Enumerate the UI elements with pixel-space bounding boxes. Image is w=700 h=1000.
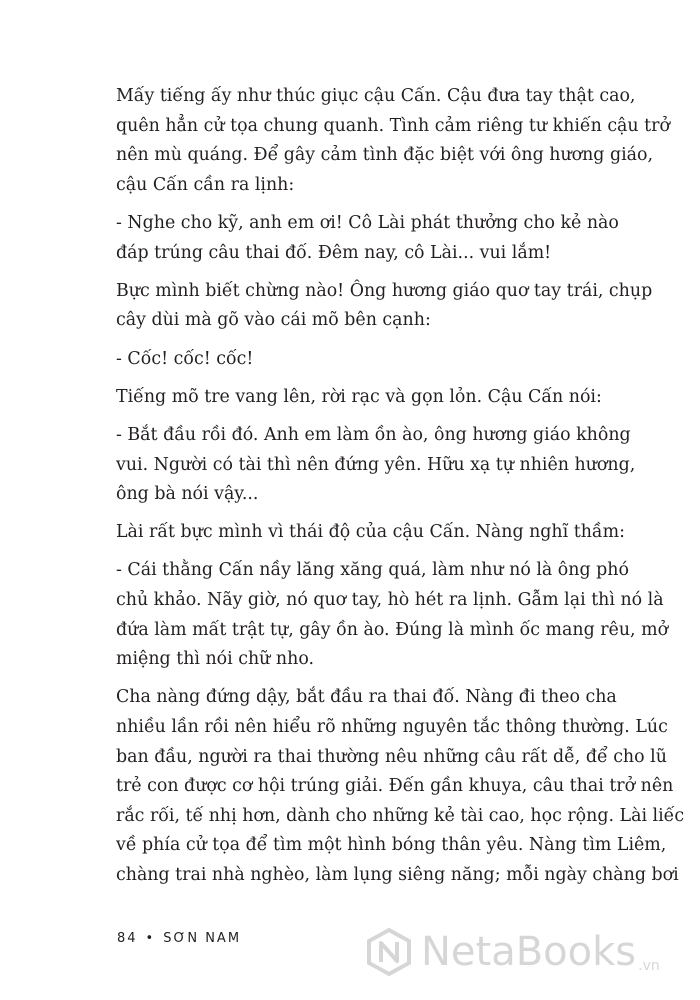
paragraph xyxy=(116,209,619,268)
text-line: đáp trúng câu thai đố. Đêm nay, cô Lài... vui lắm! xyxy=(116,242,552,263)
watermark-brand: NetaBooks xyxy=(421,929,637,975)
text-line: Mấy tiếng ấy như thúc giục cậu Cấn. Cậu đưa tay thật cao, xyxy=(116,86,636,106)
paragraph xyxy=(116,345,616,375)
watermark-suffix: .vn xyxy=(638,958,660,974)
paragraph xyxy=(116,383,616,413)
text-line: cậu Cấn cần ra lịnh: xyxy=(116,174,295,195)
text-line: vui. Người có tài thì nên đứng yên. Hữu xạ tự nhiên hương, xyxy=(116,454,636,475)
text-line: chàng trai nhà nghèo, làm lụng siêng năng; mỗi ngày chàng bơi xyxy=(116,865,679,885)
text-line: - Nghe cho kỹ, anh em ơi! Cô Lài phát thưởng cho kẻ nào xyxy=(116,212,619,233)
text-line: - Cốc! cốc! cốc! xyxy=(116,348,254,369)
author-name: SƠN NAM xyxy=(163,931,242,946)
text-line: Cha nàng đứng dậy, bắt đầu ra thai đố. Nàng đi theo cha xyxy=(116,687,617,708)
paragraph xyxy=(116,82,670,200)
text-line: về phía cử tọa để tìm một hình bóng thân yêu. Nàng tìm Liêm, xyxy=(116,835,667,856)
page-number: 84 xyxy=(117,931,138,946)
text-line: quên hẳn cử tọa chung quanh. Tình cảm riêng tư khiến cậu trở xyxy=(116,115,670,136)
text-line: Lài rất bực mình vì thái độ của cậu Cấn. Nàng nghĩ thầm: xyxy=(116,522,625,543)
footer-separator: • xyxy=(145,931,156,946)
body-text xyxy=(116,82,685,899)
text-line: - Bắt đầu rồi đó. Anh em làm ồn ào, ông hương giáo không xyxy=(116,424,631,445)
text-line: - Cái thằng Cấn nầy lăng xăng quá, làm như nó là ông phó xyxy=(116,560,629,581)
paragraph xyxy=(116,277,653,336)
text-line: Bực mình biết chừng nào! Ông hương giáo quơ tay trái, chụp xyxy=(116,280,653,301)
text-line: trẻ con được cơ hội trúng giải. Đến gần khuya, câu thai trở nên xyxy=(116,776,674,797)
text-line: ông bà nói vậy... xyxy=(116,484,259,505)
text-line: nên mù quáng. Để gây cảm tình đặc biệt với ông hương giáo, xyxy=(116,145,654,166)
text-line: cây dùi mà gõ vào cái mõ bên cạnh: xyxy=(116,310,431,331)
text-line: miệng thì nói chữ nho. xyxy=(116,649,315,670)
paragraph xyxy=(116,556,669,674)
paragraph xyxy=(116,518,625,548)
watermark xyxy=(365,922,660,982)
text-line: nhiều lần rồi nên hiểu rõ những nguyên tắc thông thường. Lúc xyxy=(116,717,668,738)
text-line: Tiếng mõ tre vang lên, rời rạc và gọn lỏn. Cậu Cấn nói: xyxy=(116,386,602,407)
page-footer xyxy=(117,931,241,946)
netabooks-logo-icon xyxy=(365,928,413,976)
text-line: đứa làm mất trật tự, gây ồn ào. Đúng là mình ốc mang rêu, mở xyxy=(116,619,669,640)
paragraph xyxy=(116,421,636,510)
text-line: chủ khảo. Nãy giờ, nó quơ tay, hò hét ra lịnh. Gẫm lại thì nó là xyxy=(116,590,664,611)
text-line: rắc rối, tế nhị hơn, dành cho những kẻ tài cao, học rộng. Lài liếc xyxy=(116,805,685,826)
paragraph xyxy=(116,683,685,890)
text-line: ban đầu, người ra thai thường nêu những câu rất dễ, để cho lũ xyxy=(116,746,667,767)
